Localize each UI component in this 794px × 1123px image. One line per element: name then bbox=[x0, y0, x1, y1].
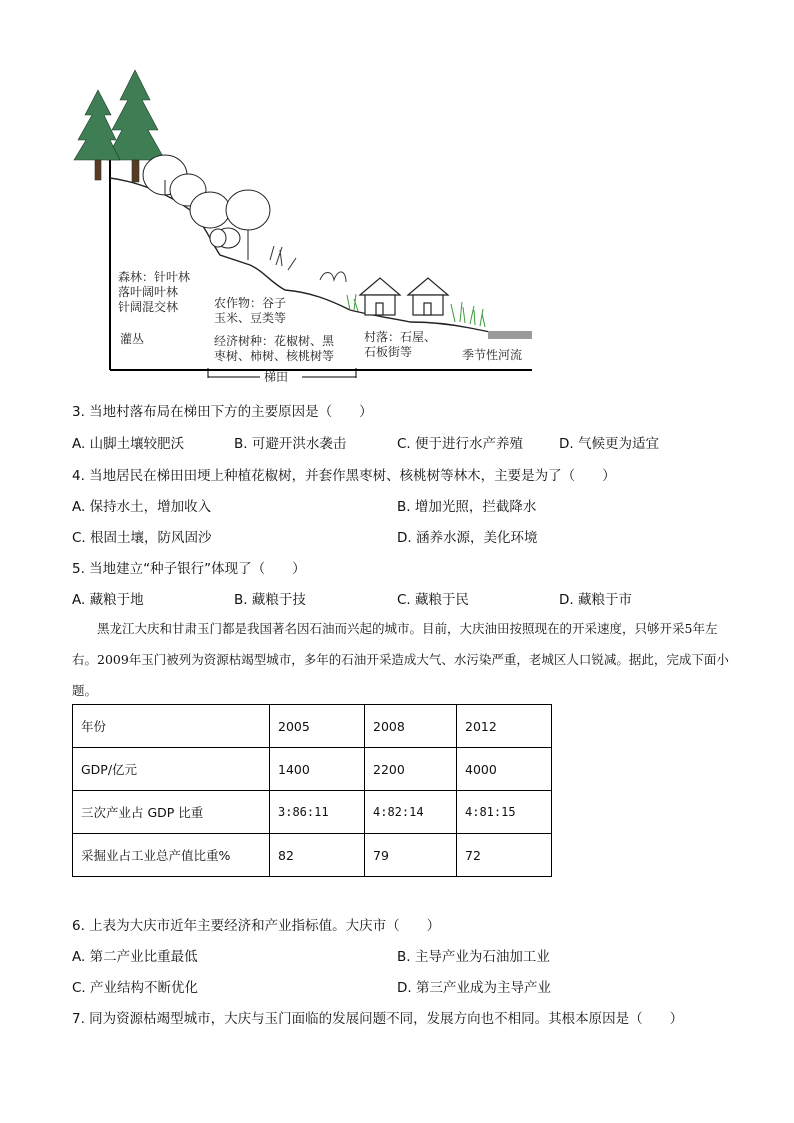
shrub-label: 灌丛 bbox=[120, 332, 145, 346]
table-cell: 三次产业占 GDP 比重 bbox=[73, 791, 270, 834]
river-label: 季节性河流 bbox=[462, 348, 523, 362]
table-cell: 72 bbox=[457, 834, 552, 877]
table-cell: 2200 bbox=[365, 748, 457, 791]
question-5-stem: 5. 当地建立“种子银行”体现了（ ） bbox=[72, 561, 306, 577]
table-cell: 1400 bbox=[270, 748, 365, 791]
question-4-option-c[interactable]: C. 根固土壤，防风固沙 bbox=[72, 530, 212, 546]
table-row bbox=[73, 791, 552, 834]
table-row bbox=[73, 748, 552, 791]
economic-trees-label: 经济树种：花椒树、黑 枣树、柿树、核桃树等 bbox=[214, 334, 335, 363]
question-4-stem: 4. 当地居民在梯田田埂上种植花椒树，并套作黑枣树、核桃树等林木，主要是为了（ ） bbox=[72, 468, 616, 484]
table-cell: 4:81:15 bbox=[457, 791, 552, 834]
question-3-option-d[interactable]: D. 气候更为适宜 bbox=[559, 436, 659, 452]
table-cell: 采掘业占工业总产值比重% bbox=[73, 834, 270, 877]
question-3-stem: 3. 当地村落布局在梯田下方的主要原因是（ ） bbox=[72, 404, 373, 420]
question-6-option-c[interactable]: C. 产业结构不断优化 bbox=[72, 980, 199, 996]
table-cell: 2012 bbox=[457, 705, 552, 748]
question-5-option-b[interactable]: B. 藏粮于技 bbox=[234, 592, 306, 608]
table-cell: 2005 bbox=[270, 705, 365, 748]
table-cell: GDP/亿元 bbox=[73, 748, 270, 791]
table-row bbox=[73, 834, 552, 877]
question-3-option-b[interactable]: B. 可避开洪水袭击 bbox=[234, 436, 347, 452]
terrace-profile-figure bbox=[70, 60, 540, 378]
question-4-option-a[interactable]: A. 保持水土，增加收入 bbox=[72, 499, 212, 515]
reading-passage: 黑龙江大庆和甘肃玉门都是我国著名因石油而兴起的城市。目前，大庆油田按照现在的开采速度，只够开采5年左右。2009年玉门被列为资源枯竭型城市，多年的石油开采造成大气、水污染严重，老城区人口锐减。据此，完成下面小题。 bbox=[72, 621, 729, 698]
question-3-option-c[interactable]: C. 便于进行水产养殖 bbox=[397, 436, 524, 452]
crops-label: 农作物：谷子 玉米、豆类等 bbox=[214, 296, 287, 325]
question-6-option-d[interactable]: D. 第三产业成为主导产业 bbox=[397, 980, 551, 996]
table-cell: 79 bbox=[365, 834, 457, 877]
question-3-option-a[interactable]: A. 山脚土壤较肥沃 bbox=[72, 436, 185, 452]
question-6-stem: 6. 上表为大庆市近年主要经济和产业指标值。大庆市（ ） bbox=[72, 918, 441, 934]
question-4-option-d[interactable]: D. 涵养水源，美化环境 bbox=[397, 530, 538, 546]
forest-label: 森林：针叶林 落叶阔叶林 针阔混交林 bbox=[118, 270, 191, 314]
table-cell: 4:82:14 bbox=[365, 791, 457, 834]
question-7-stem: 7. 同为资源枯竭型城市，大庆与玉门面临的发展问题不同，发展方向也不相同。其根本原因是（ ） bbox=[72, 1011, 684, 1027]
question-5-option-d[interactable]: D. 藏粮于市 bbox=[559, 592, 632, 608]
question-6-option-b[interactable]: B. 主导产业为石油加工业 bbox=[397, 949, 550, 965]
question-6-option-a[interactable]: A. 第二产业比重最低 bbox=[72, 949, 198, 965]
shrub-icon bbox=[270, 246, 346, 282]
question-5-option-a[interactable]: A. 藏粮于地 bbox=[72, 592, 144, 608]
terrace-label: 梯田 bbox=[264, 370, 289, 384]
deciduous-tree-icon bbox=[143, 155, 270, 260]
question-5-option-c[interactable]: C. 藏粮于民 bbox=[397, 592, 470, 608]
table-cell: 82 bbox=[270, 834, 365, 877]
table-row bbox=[73, 705, 552, 748]
table-cell: 4000 bbox=[457, 748, 552, 791]
table-cell: 年份 bbox=[73, 705, 270, 748]
question-4-option-b[interactable]: B. 增加光照，拦截降水 bbox=[397, 499, 537, 515]
table-cell: 2008 bbox=[365, 705, 457, 748]
economic-indicator-table bbox=[72, 704, 552, 877]
house-icon bbox=[360, 278, 448, 315]
village-label: 村落：石屋、 石板街等 bbox=[364, 330, 437, 359]
table-cell: 3:86:11 bbox=[270, 791, 365, 834]
